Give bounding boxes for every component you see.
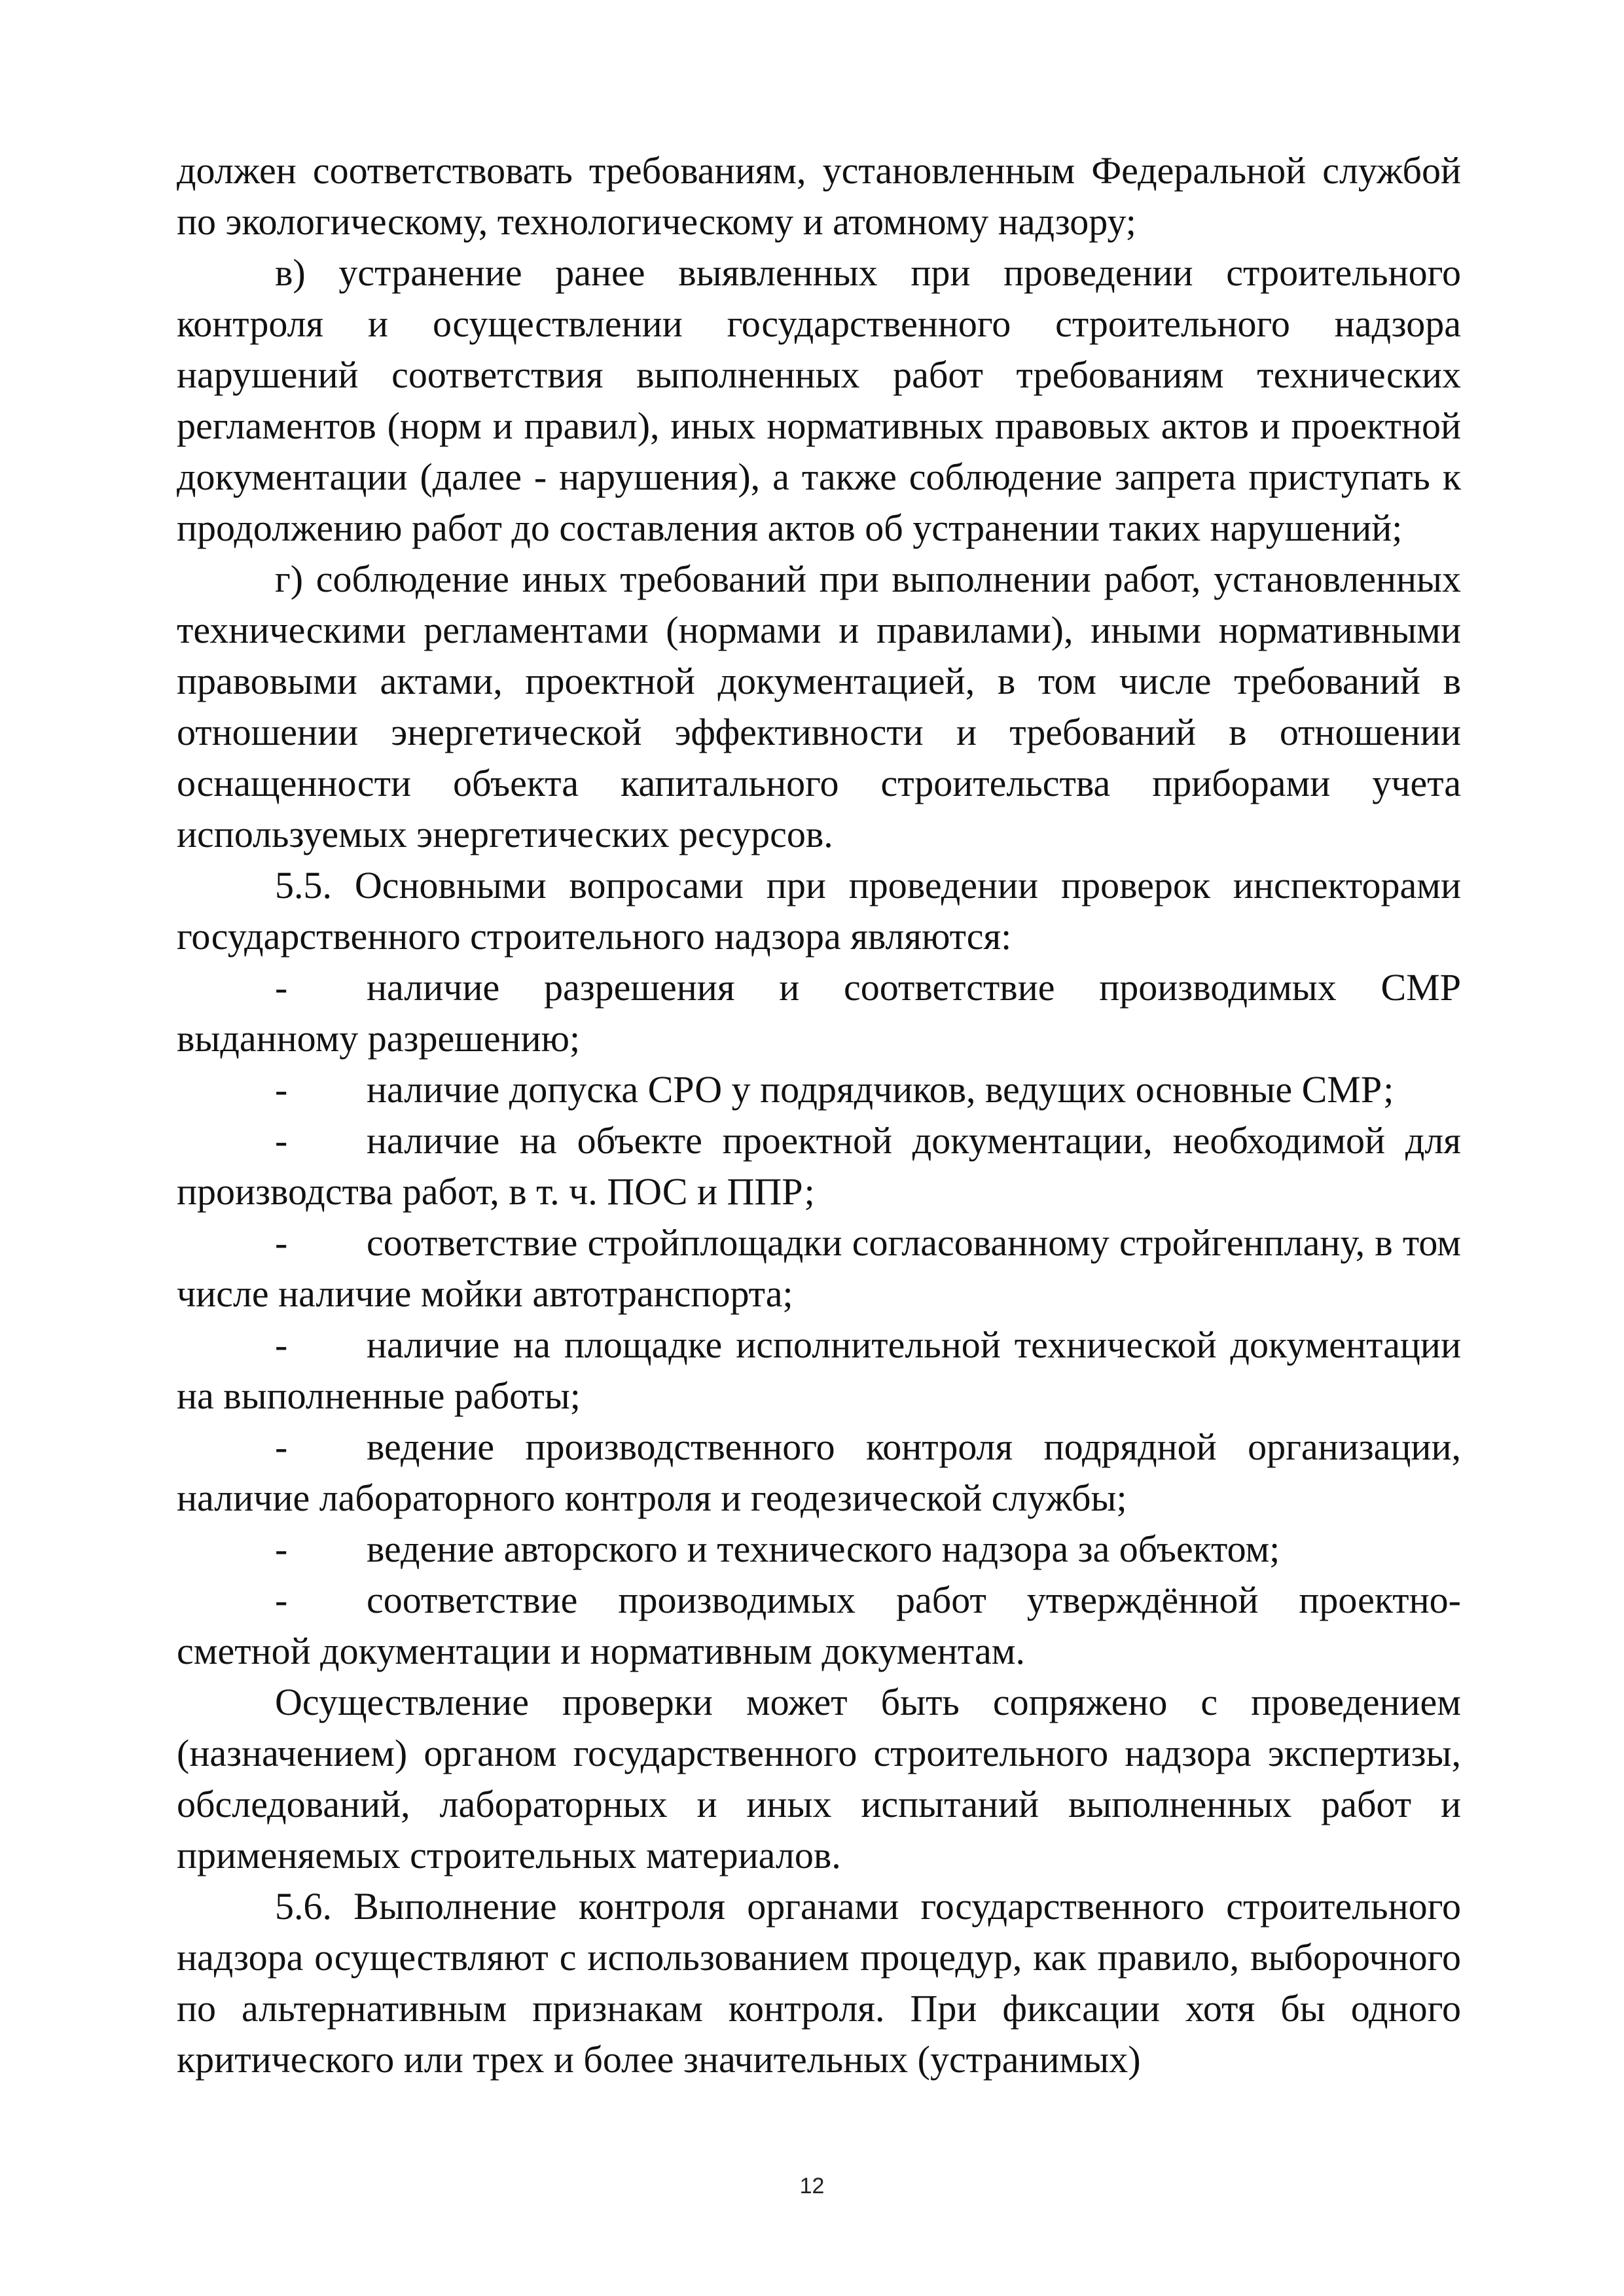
list-item <box>177 1575 1461 1677</box>
list-dash: - <box>275 1221 288 1264</box>
paragraph-item-v: в) устранение ранее выявленных при проведении строительного контроля и осуществлении государственного строительного надзора нарушений соответствия выполненных работ требованиям технических регламентов (норм и правил), иных нормативных правовых актов и проектной документации (далее - нарушения), а также соблюдение запрета приступать к продолжению работ до составления актов об устранении таких нарушений; <box>177 251 1461 549</box>
list-item-text: наличие допуска СРО у подрядчиков, ведущих основные СМР; <box>367 1068 1394 1111</box>
list-item-text: наличие разрешения и соответствие производимых СМР выданному разрешению; <box>177 966 1461 1060</box>
list-item <box>177 1217 1461 1319</box>
list-item-text: соответствие производимых работ утверждённой проектно-сметной документации и нормативным документам. <box>177 1579 1461 1672</box>
list-item-text: наличие на площадке исполнительной технической документации на выполненные работы; <box>177 1323 1461 1417</box>
list-item <box>177 1319 1461 1422</box>
list-dash: - <box>275 1528 288 1570</box>
list-dash: - <box>275 1068 288 1111</box>
list-item <box>177 1524 1461 1575</box>
paragraph-section-5-5: 5.5. Основными вопросами при проведении проверок инспекторами государственного строительного надзора являются: <box>177 864 1461 958</box>
list-item-text: наличие на объекте проектной документации, необходимой для производства работ, в т. ч. ПОС и ППР; <box>177 1119 1461 1213</box>
paragraph-continuation: должен соответствовать требованиям, установленным Федеральной службой по экологическому, технологическому и атомному надзору; <box>177 149 1461 243</box>
list-item <box>177 1115 1461 1217</box>
document-page <box>177 145 1461 2085</box>
paragraph-item-g: г) соблюдение иных требований при выполнении работ, установленных техническими регламентами (нормами и правилами), иными нормативными правовыми актами, проектной документацией, в том числе требований в отношении энергетической эффективности и требований в отношении оснащенности объекта капитального строительства приборами учета используемых энергетических ресурсов. <box>177 558 1461 855</box>
list-dash: - <box>275 1119 288 1162</box>
list-dash: - <box>275 1426 288 1468</box>
page-number: 12 <box>799 2174 825 2198</box>
list-dash: - <box>275 1579 288 1621</box>
list-item-text: ведение производственного контроля подрядной организации, наличие лабораторного контроля и геодезической службы; <box>177 1426 1461 1519</box>
list-dash: - <box>275 966 288 1009</box>
list-item-text: соответствие стройплощадки согласованному стройгенплану, в том числе наличие мойки автотранспорта; <box>177 1221 1461 1315</box>
paragraph-inspection-note: Осуществление проверки может быть сопряжено с проведением (назначением) органом государственного строительного надзора экспертизы, обследований, лабораторных и иных испытаний выполненных работ и применяемых строительных материалов. <box>177 1681 1461 1876</box>
paragraph-section-5-6: 5.6. Выполнение контроля органами государственного строительного надзора осуществляют с использованием процедур, как правило, выборочного по альтернативным признакам контроля. При фиксации хотя бы одного критического или трех и более значительных (устранимых) <box>177 1885 1461 2081</box>
list-item <box>177 1064 1461 1115</box>
list-item <box>177 962 1461 1064</box>
list-item <box>177 1422 1461 1524</box>
list-dash: - <box>275 1323 288 1366</box>
list-item-text: ведение авторского и технического надзора за объектом; <box>367 1528 1280 1570</box>
